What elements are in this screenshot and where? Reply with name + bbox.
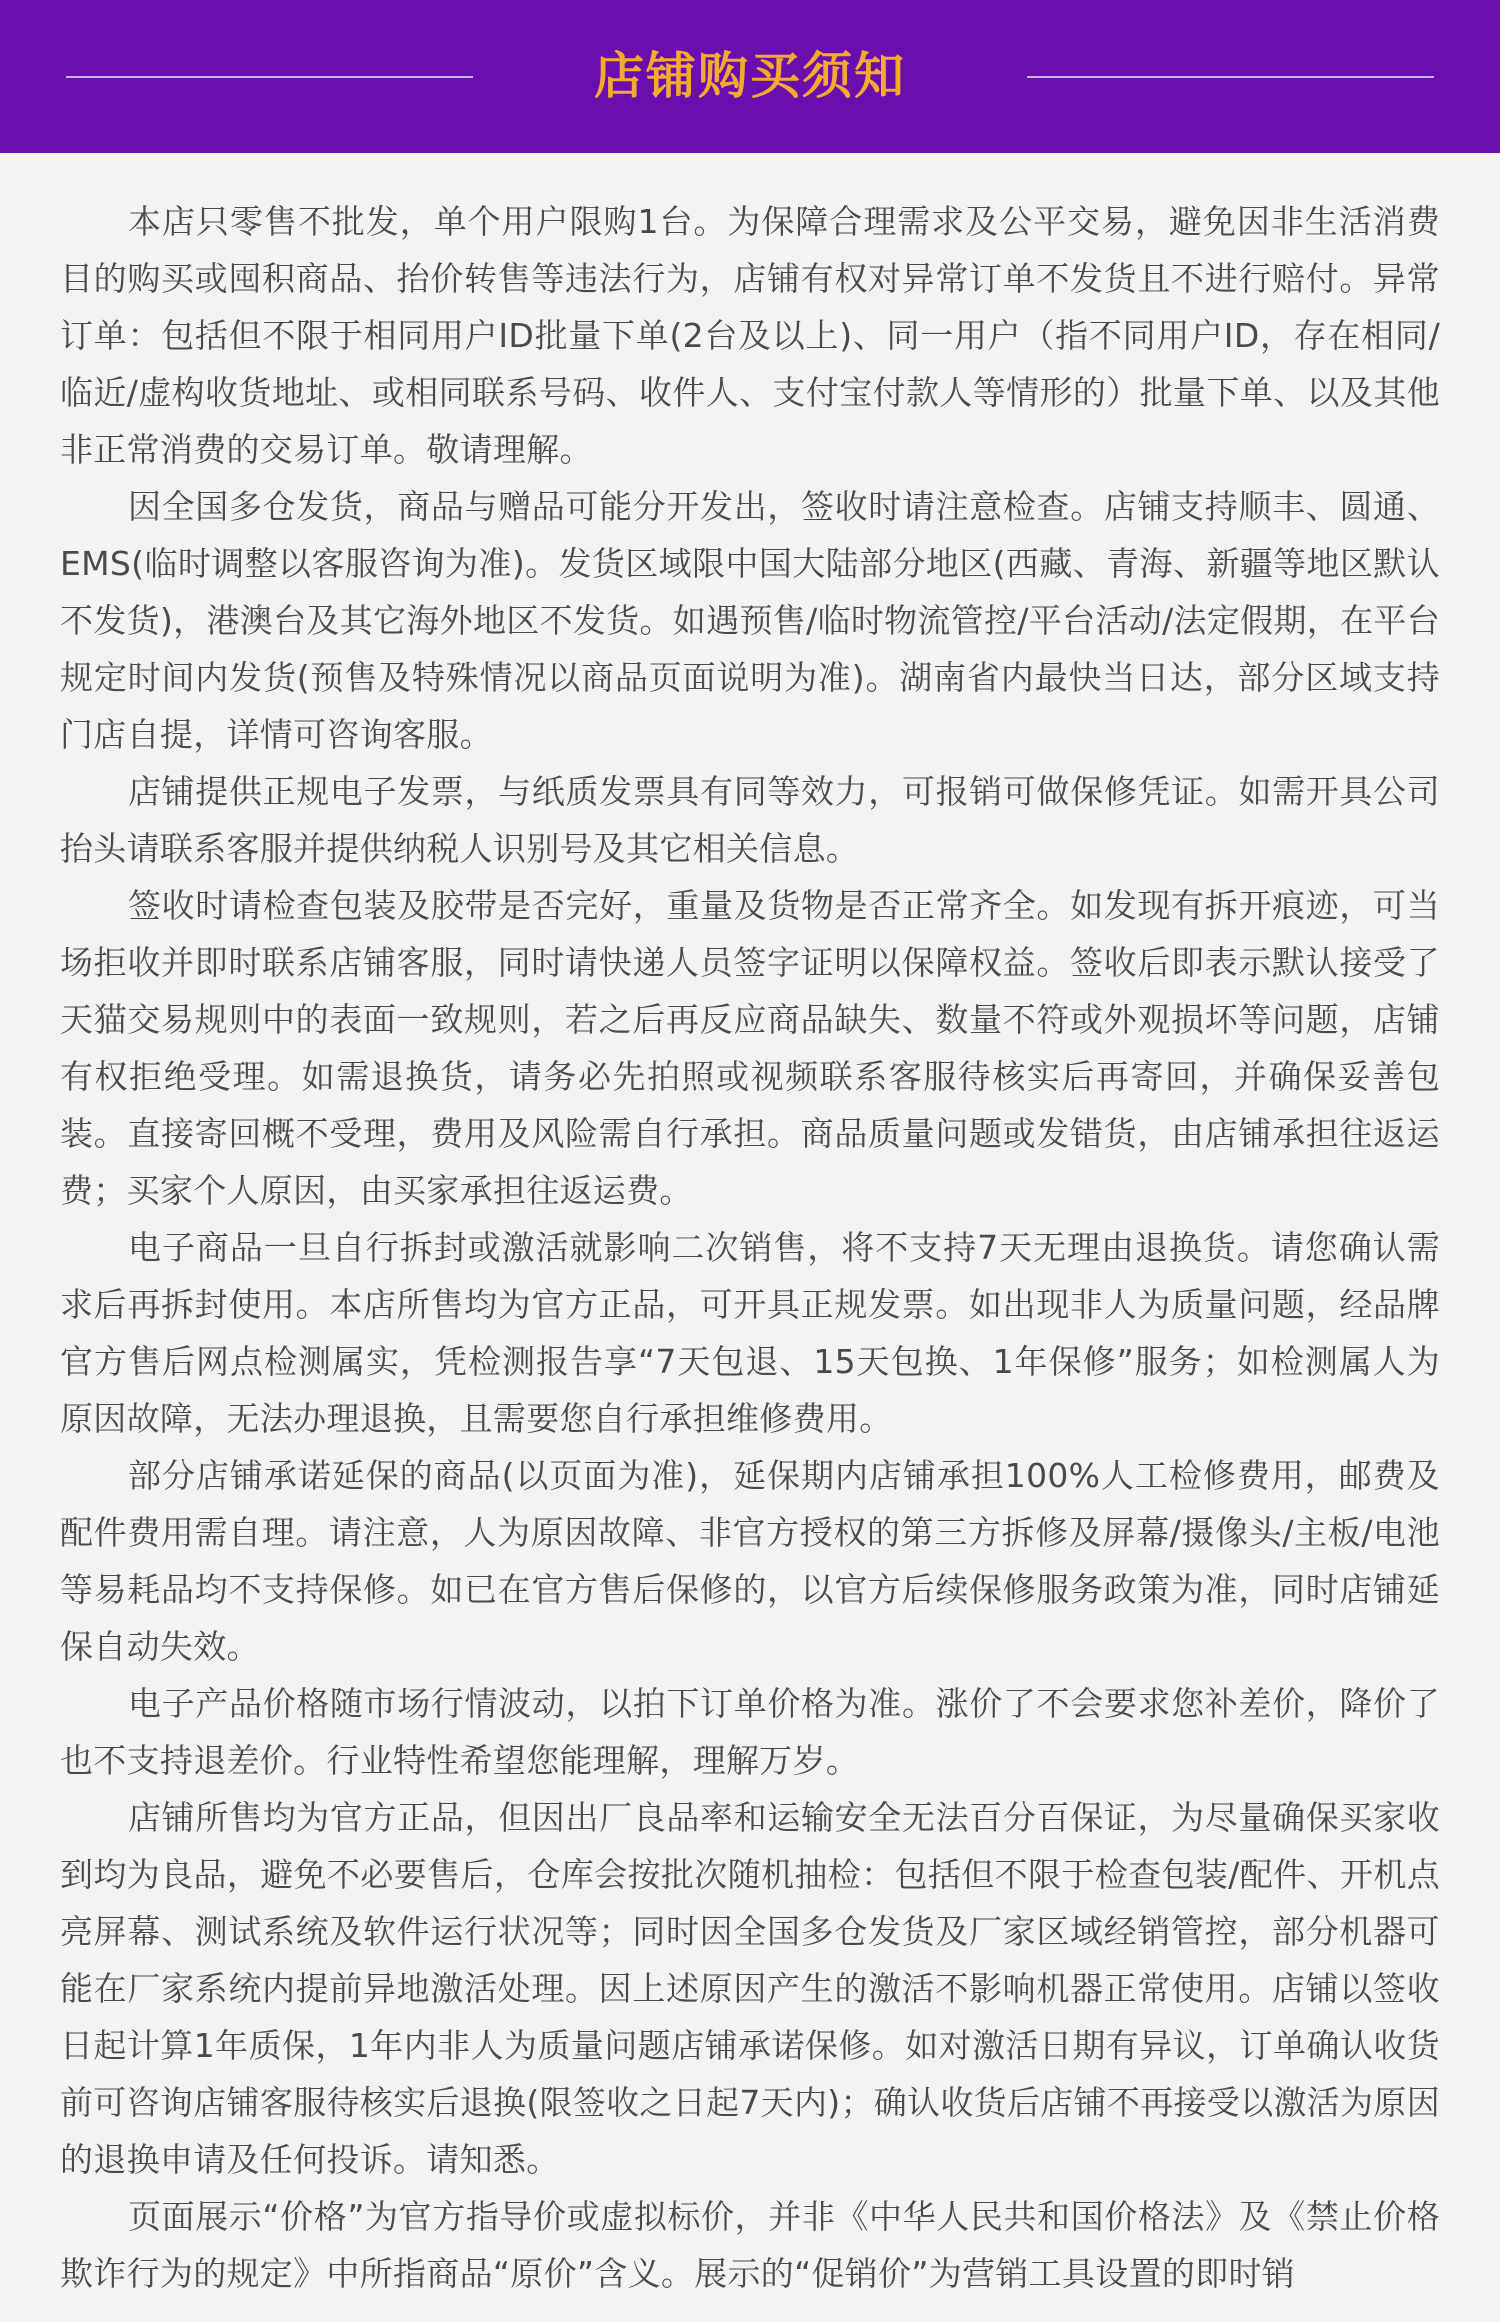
paragraph-receipt-inspection: 签收时请检查包装及胶带是否完好，重量及货物是否正常齐全。如发现有拆开痕迹，可当场拒收并即时联系店铺客服，同时请快递人员签字证明以保障权益。签收后即表示默认接受了天猫交易规则中的表面一致规则，若之后再反应商品缺失、数量不符或外观损坏等问题，店铺有权拒绝受理。如需退换货，请务必先拍照或视频联系客服待核实后再寄回，并确保妥善包装。直接寄回概不受理，费用及风险需自行承担。商品质量问题或发错货，由店铺承担往返运费；买家个人原因，由买家承担往返运费。 bbox=[60, 886, 1440, 1210]
paragraph-invoice: 店铺提供正规电子发票，与纸质发票具有同等效力，可报销可做保修凭证。如需开具公司抬头请联系客服并提供纳税人识别号及其它相关信息。 bbox=[60, 772, 1440, 868]
paragraph-extended-warranty: 部分店铺承诺延保的商品(以页面为准)，延保期内店铺承担100%人工检修费用，邮费及配件费用需自理。请注意，人为原因故障、非官方授权的第三方拆修及屏幕/摄像头/主板/电池等易耗品均不支持保修。如已在官方售后保修的，以官方后续保修服务政策为准，同时店铺延保自动失效。 bbox=[60, 1456, 1440, 1666]
page-title: 店铺购买须知 bbox=[594, 47, 906, 105]
paragraph-shipping: 因全国多仓发货，商品与赠品可能分开发出，签收时请注意检查。店铺支持顺丰、圆通、EMS(临时调整以客服咨询为准)。发货区域限中国大陆部分地区(西藏、青海、新疆等地区默认不发货)，港澳台及其它海外地区不发货。如遇预售/临时物流管控/平台活动/法定假期，在平台规定时间内发货(预售及特殊情况以商品页面说明为准)。湖南省内最快当日达，部分区域支持门店自提，详情可咨询客服。 bbox=[60, 487, 1440, 754]
header-divider-right bbox=[1027, 76, 1434, 78]
notice-content bbox=[60, 193, 1440, 2302]
paragraph-purchase-limit: 本店只零售不批发，单个用户限购1台。为保障合理需求及公平交易，避免因非生活消费目的购买或囤积商品、抬价转售等违法行为，店铺有权对异常订单不发货且不进行赔付。异常订单：包括但不限于相同用户ID批量下单(2台及以上)、同一用户（指不同用户ID，存在相同/临近/虚构收货地址、或相同联系号码、收件人、支付宝付款人等情形的）批量下单、以及其他非正常消费的交易订单。敬请理解。 bbox=[60, 202, 1440, 469]
paragraph-price-fluctuation: 电子产品价格随市场行情波动，以拍下订单价格为准。涨价了不会要求您补差价，降价了也不支持退差价。行业特性希望您能理解，理解万岁。 bbox=[60, 1684, 1440, 1780]
page-header bbox=[0, 0, 1500, 153]
paragraph-price-display: 页面展示“价格”为官方指导价或虚拟标价，并非《中华人民共和国价格法》及《禁止价格欺诈行为的规定》中所指商品“原价”含义。展示的“促销价”为营销工具设置的即时销 bbox=[60, 2197, 1440, 2293]
paragraph-return-policy: 电子商品一旦自行拆封或激活就影响二次销售，将不支持7天无理由退换货。请您确认需求后再拆封使用。本店所售均为官方正品，可开具正规发票。如出现非人为质量问题，经品牌官方售后网点检测属实，凭检测报告享“7天包退、15天包换、1年保修”服务；如检测属人为原因故障，无法办理退换，且需要您自行承担维修费用。 bbox=[60, 1228, 1440, 1438]
paragraph-quality-check: 店铺所售均为官方正品，但因出厂良品率和运输安全无法百分百保证，为尽量确保买家收到均为良品，避免不必要售后，仓库会按批次随机抽检：包括但不限于检查包装/配件、开机点亮屏幕、测试系统及软件运行状况等；同时因全国多仓发货及厂家区域经销管控，部分机器可能在厂家系统内提前异地激活处理。因上述原因产生的激活不影响机器正常使用。店铺以签收日起计算1年质保，1年内非人为质量问题店铺承诺保修。如对激活日期有异议，订单确认收货前可咨询店铺客服待核实后退换(限签收之日起7天内)；确认收货后店铺不再接受以激活为原因的退换申请及任何投诉。请知悉。 bbox=[60, 1798, 1440, 2179]
